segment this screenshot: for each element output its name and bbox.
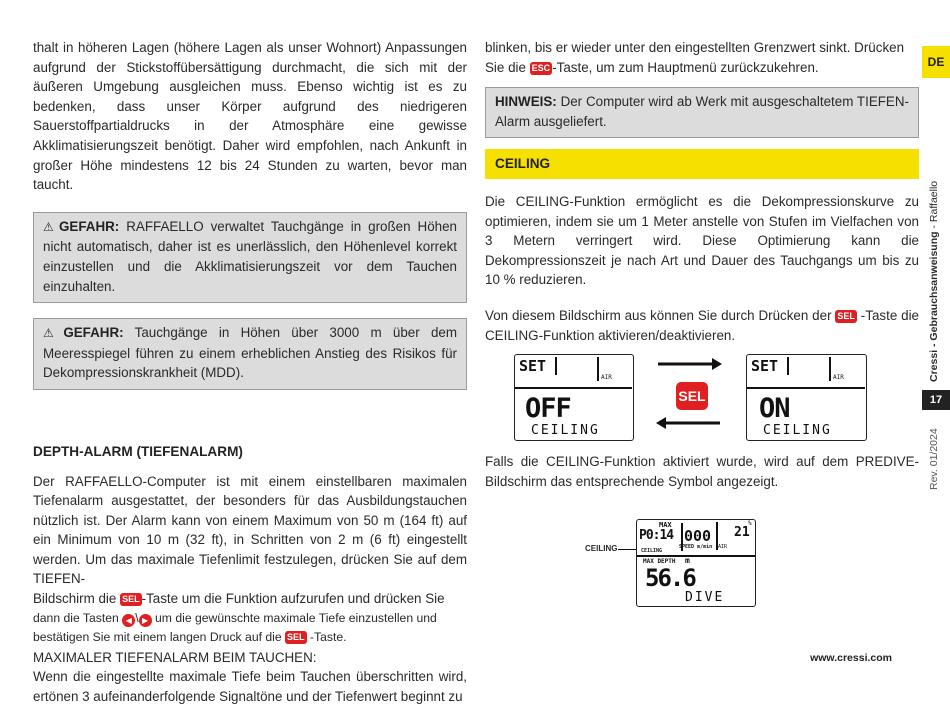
para-text: dann die Tasten (33, 610, 123, 625)
lcd-divider (829, 357, 831, 381)
danger-label: GEFAHR: (59, 218, 120, 234)
sel-button-icon: SEL (122, 594, 140, 605)
lcd-line (637, 555, 755, 557)
depth-alarm-line (33, 609, 467, 629)
para-text: -Taste. (306, 630, 347, 645)
para-text: Sie die (485, 59, 530, 75)
danger-box-2 (33, 318, 467, 390)
left-arrow-button-icon: ◀ (122, 614, 135, 627)
lcd-value: ON (759, 393, 790, 424)
sel-button-large-icon: SEL (676, 382, 708, 410)
danger-text: RAFFAELLO verwaltet Tauchgänge in großen Höhen nicht automatisch, daher ist es unerlässlich, den Höhenlevel korrekt einzustellen und die Akklimatisierungszeit vor dem Tauchen einzuhalten. (43, 218, 457, 294)
danger-text: Tauchgänge in Höhen über 3000 m über dem Meeresspiegel führen zu einem erheblichen Anstieg des Risikos für Dekompressionskrankheit (MDD). (43, 325, 458, 381)
warning-icon: ⚠ (43, 219, 57, 234)
lcd-screen-predive (636, 519, 756, 607)
para-text: um die gewünschte maximale Tiefe einzustellen und (151, 610, 437, 625)
manual-title-bold: Cressi - Gebrauchsanweisung (928, 231, 940, 382)
lcd-ceiling-label: CEILING (531, 423, 600, 438)
lcd-air-label: AIR (601, 374, 612, 381)
continued-line: blinken, bis er wieder unter den eingestellten Grenzwert sinkt. Drücken (485, 40, 905, 55)
lcd-dive-number: P0:14 (639, 528, 674, 543)
ceiling-section-bar: CEILING (485, 149, 919, 179)
subheading-max-depth-alarm: MAXIMALER TIEFENALARM BEIM TAUCHEN: (33, 649, 317, 665)
lcd-unit: m (685, 556, 690, 565)
lcd-divider (555, 357, 557, 375)
lcd-speed-label: SPEED m/min (679, 544, 713, 550)
lcd-divider (787, 357, 789, 375)
para-text: Der RAFFAELLO-Computer ist mit einem einstellbaren maximalen Tiefenalarm ausgestattet, der besonders für das Ausbildungstauchen nützlich ist. Der Alarm kann von einem Maximum von 50 m (164 ft) auf ein Minimum von 10 m (32 ft), in Schritten von 2 m (6 ft) eingestellt werden. Um das maximale Tiefenlimit festzulegen, drücken Sie auf dem TIEFEN- (33, 473, 467, 587)
lcd-air-label: AIR (833, 374, 844, 381)
lcd-depth-value: 56.6 (645, 564, 695, 592)
ceiling-callout-label: CEILING (585, 544, 618, 553)
depth-alarm-line (33, 628, 467, 648)
lcd-line (515, 387, 632, 389)
note-box (485, 87, 919, 138)
lcd-max-label: MAX (659, 521, 672, 529)
danger-box-1 (33, 212, 467, 303)
para-text: bestätigen Sie mit einem langen Druck auf die (33, 630, 286, 645)
lcd-set-label: SET (751, 357, 779, 375)
left-column (33, 38, 467, 707)
manual-title-rest: - Raffaello (928, 180, 940, 232)
para-text: Bildschirm die (33, 591, 121, 607)
lcd-line (747, 387, 865, 389)
lcd-screen-ceiling-on (746, 354, 867, 441)
manual-title-vertical (928, 180, 944, 382)
lcd-max-depth-label: MAX DEPTH (643, 558, 676, 565)
section-title-depth-alarm: DEPTH-ALARM (TIEFENALARM) (33, 443, 243, 459)
slash-text: \ (135, 610, 139, 625)
sel-button-icon: SEL (287, 632, 305, 643)
lcd-screen-ceiling-off (514, 354, 634, 441)
continued-line (485, 58, 919, 78)
para-text: -Taste die CEILING-Funktion aktivieren/deaktivieren. (485, 307, 920, 343)
note-text: Der Computer wird ab Werk mit ausgeschaltetem TIEFEN-Alarm ausgeliefert. (495, 94, 909, 129)
warning-icon: ⚠ (43, 326, 62, 341)
lcd-set-label: SET (519, 357, 547, 375)
esc-button-icon: ESC (531, 62, 551, 73)
lcd-ceiling-symbol: CEILING (641, 548, 663, 554)
lcd-value: OFF (525, 393, 571, 424)
ceiling-paragraph-2 (485, 306, 919, 345)
lcd-air-label: AIR (718, 544, 728, 550)
lcd-speed-value: 000 (684, 527, 712, 545)
lcd-percent-sign: % (748, 520, 752, 527)
ceiling-paragraph: Die CEILING-Funktion ermöglicht es die Dekompressionskurve zu optimieren, indem sie um 1 Meter anstelle von Stufen im Vielfachen von 3 Metern verringert wird. Diese Optimierung kann die Dekompressionszeit je nach Art und Dauer des Tauchgangs um bis zu 10 % reduzieren. (485, 193, 919, 288)
danger-label: GEFAHR: (63, 325, 124, 341)
lcd-divider (597, 357, 599, 381)
para-text: Von diesem Bildschirm aus können Sie durch Drücken der (485, 307, 836, 323)
right-arrow-button-icon: ▶ (139, 614, 152, 627)
intro-paragraph: thalt in höheren Lagen (höhere Lagen als unser Wohnort) Anpassungen aufgrund der Stickstoffübersättigung durchmacht, die sich mit der äußeren Umgebung ausgleichen muss. Ebenso wichtig ist es zu bedenken, dass unser Körper aufgrund des niedrigeren Sauerstoffpartialdrucks in der Atmosphäre eine gewisse Akklimatisierungszeit benötigt. Daher wird empfohlen, nach Ankunft in großer Höhe mindestens 12 bis 24 Stunden zu warten, bevor man taucht. (33, 40, 467, 193)
lcd-ceiling-label: CEILING (763, 423, 832, 438)
depth-alarm-line (33, 589, 467, 609)
footer-url: www.cressi.com (810, 652, 892, 664)
right-column (485, 38, 919, 345)
lcd-mode-label: DIVE (685, 590, 725, 605)
max-depth-alarm-paragraph: Wenn die eingestellte maximale Tiefe beim Tauchen überschritten wird, ertönen 3 aufeinanderfolgende Signaltöne und der Tiefenwert beginnt zu (33, 669, 467, 705)
note-label: HINWEIS: (495, 94, 557, 110)
sel-button-icon: SEL (837, 310, 855, 321)
para-text: -Taste um die Funktion aufzurufen und drücken Sie (141, 591, 445, 607)
page-number: 17 (922, 390, 950, 410)
revision-label: Rev. 01/2024 (928, 428, 940, 490)
para-text: -Taste, um zum Hauptmenü zurückzukehren. (552, 59, 819, 75)
language-tab: DE (922, 46, 950, 78)
depth-alarm-paragraph (33, 472, 467, 590)
lcd-oxygen-value: 21 (734, 525, 750, 540)
predive-paragraph: Falls die CEILING-Funktion aktiviert wurde, wird auf dem PREDIVE-Bildschirm das entsprechende Symbol angezeigt. (485, 454, 919, 489)
